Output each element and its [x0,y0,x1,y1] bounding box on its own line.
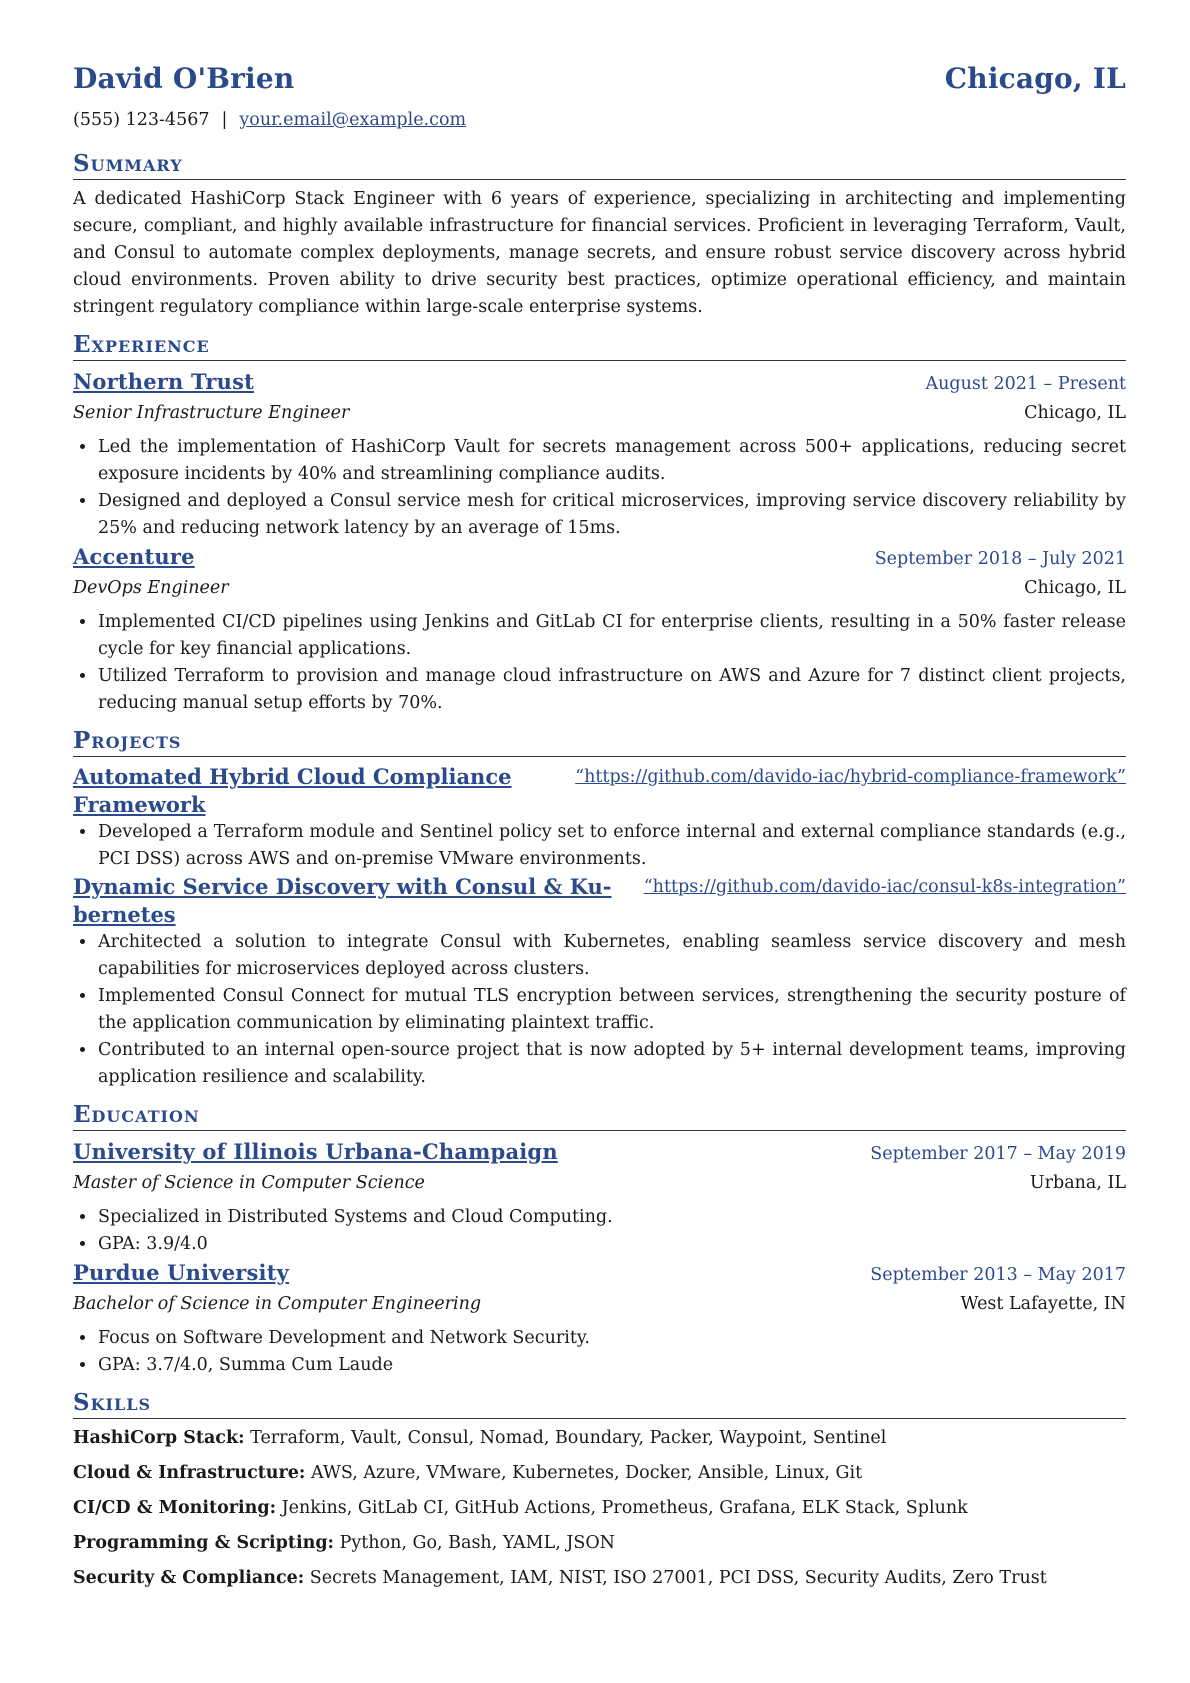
skill-category: Cloud & Infrastructure: [73,1463,306,1483]
education-entry [73,1137,1126,1258]
section-title-experience: Experience [73,331,1126,361]
project-entry [73,873,1126,1091]
company-link[interactable]: Northern Trust [73,369,254,394]
employment-dates: August 2021 – Present [925,374,1126,394]
section-title-skills: Skills [73,1389,1126,1419]
candidate-name: David O'Brien [73,62,295,95]
section-title-projects: Projects [73,727,1126,757]
candidate-location: Chicago, IL [944,62,1126,95]
bullet-item: • GPA: 3.7/4.0, Summa Cum Laude [97,1352,1126,1379]
summary-text: A dedicated HashiCorp Stack Engineer with 6 years of experience, specializing in architecting and implementing secure, compliant, and highly available infrastructure for financial services. Proficient in leveraging Terraform, Vault, and Consul to automate complex deployments, manage secrets, and ensure robust service discovery across hybrid cloud environments. Proven ability to drive security best practices, optimize operational efficiency, and maintain stringent regulatory compliance within large-scale enterprise systems. [73,189,1126,317]
bullet-item: • Focus on Software Development and Network Security. [97,1325,1126,1352]
bullet-item: • Designed and deployed a Consul service mesh for critical microservices, improving service discovery reliability by 25% and reducing network latency by an average of 15ms. [97,488,1126,542]
bullet-list [73,434,1126,542]
job-location: Chicago, IL [1024,403,1126,423]
school-link[interactable]: University of Illinois Urbana-Champaign [73,1139,558,1164]
bullet-list [73,1204,1126,1258]
skill-items: Terraform, Vault, Consul, Nomad, Boundary, Packer, Waypoint, Sentinel [250,1428,887,1448]
skill-items: Jenkins, GitLab CI, GitHub Actions, Prometheus, Grafana, ELK Stack, Splunk [281,1498,968,1518]
project-repo-link[interactable]: “https://github.com/davido-iac/hybrid-compliance-framework” [575,767,1126,787]
job-title: Senior Infrastructure Engineer [73,403,350,423]
education-dates: September 2013 – May 2017 [870,1265,1126,1285]
skill-items: Python, Go, Bash, YAML, JSON [339,1533,615,1553]
header [73,62,1126,106]
skill-category: HashiCorp Stack: [73,1428,245,1448]
school-location: Urbana, IL [1029,1173,1126,1193]
skill-category: CI/CD & Monitoring: [73,1498,277,1518]
contact-separator: | [221,110,228,130]
project-title-line: Automated Hybrid Cloud Compliance [73,764,512,789]
experience-entry [73,542,1126,717]
bullet-item: • Architected a solution to integrate Consul with Kubernetes, enabling seamless service discovery and mesh capabilities for microservices deployed across clusters. [97,929,1126,983]
skill-items: AWS, Azure, VMware, Kubernetes, Docker, Ansible, Linux, Git [310,1463,863,1483]
employment-dates: September 2018 – July 2021 [874,549,1126,569]
bullet-item: • Developed a Terraform module and Sentinel policy set to enforce internal and external compliance standards (e.g., PCI DSS) across AWS and on-premise VMware environments. [97,819,1126,873]
company-link[interactable]: Accenture [73,544,195,569]
bullet-item: • Implemented Consul Connect for mutual TLS encryption between services, strengthening the security posture of the application communication by eliminating plaintext traffic. [97,983,1126,1037]
skill-category: Security & Compliance: [73,1568,305,1588]
project-title-line: Dynamic Service Discovery with Consul & Ku- [73,874,612,899]
bullet-list [73,609,1126,717]
section-title-summary: Summary [73,150,1126,180]
bullet-item: • Contributed to an internal open-source project that is now adopted by 5+ internal development teams, improving application resilience and scalability. [97,1037,1126,1091]
job-location: Chicago, IL [1024,578,1126,598]
skill-row [73,1425,1126,1452]
skills-list [73,1425,1126,1592]
job-title: DevOps Engineer [73,578,229,598]
contact-line [73,110,1126,140]
skill-category: Programming & Scripting: [73,1533,335,1553]
bullet-item: • Led the implementation of HashiCorp Vault for secrets management across 500+ applications, reducing secret exposure incidents by 40% and streamlining compliance audits. [97,434,1126,488]
project-title-line: Framework [73,792,206,817]
project-title-link[interactable] [73,763,511,819]
bullet-item: • Specialized in Distributed Systems and Cloud Computing. [97,1204,1126,1231]
bullet-list [73,1325,1126,1379]
school-link[interactable]: Purdue University [73,1260,290,1285]
bullet-list [73,929,1126,1091]
skill-row [73,1565,1126,1592]
skill-row [73,1530,1126,1557]
resume-content [73,62,1126,1600]
degree: Bachelor of Science in Computer Engineering [73,1294,482,1314]
phone-number: (555) 123-4567 [73,110,210,130]
experience-entry [73,367,1126,542]
skill-row [73,1460,1126,1487]
project-entry [73,763,1126,873]
bullet-list [73,819,1126,873]
bullet-item: • Utilized Terraform to provision and manage cloud infrastructure on AWS and Azure for 7 distinct client projects, reducing manual setup efforts by 70%. [97,663,1126,717]
section-title-education: Education [73,1101,1126,1131]
email-link[interactable]: your.email@example.com [239,110,467,130]
bullet-item: • GPA: 3.9/4.0 [97,1231,1126,1258]
project-title-link[interactable] [73,873,612,929]
skill-items: Secrets Management, IAM, NIST, ISO 27001, PCI DSS, Security Audits, Zero Trust [309,1568,1047,1588]
project-repo-link[interactable]: “https://github.com/davido-iac/consul-k8s-integration” [643,877,1126,897]
education-entry [73,1258,1126,1379]
degree: Master of Science in Computer Science [73,1173,425,1193]
project-title-line: bernetes [73,902,176,927]
school-location: West Lafayette, IN [960,1294,1126,1314]
bullet-item: • Implemented CI/CD pipelines using Jenkins and GitLab CI for enterprise clients, resulting in a 50% faster release cycle for key financial applications. [97,609,1126,663]
skill-row [73,1495,1126,1522]
education-dates: September 2017 – May 2019 [870,1144,1126,1164]
